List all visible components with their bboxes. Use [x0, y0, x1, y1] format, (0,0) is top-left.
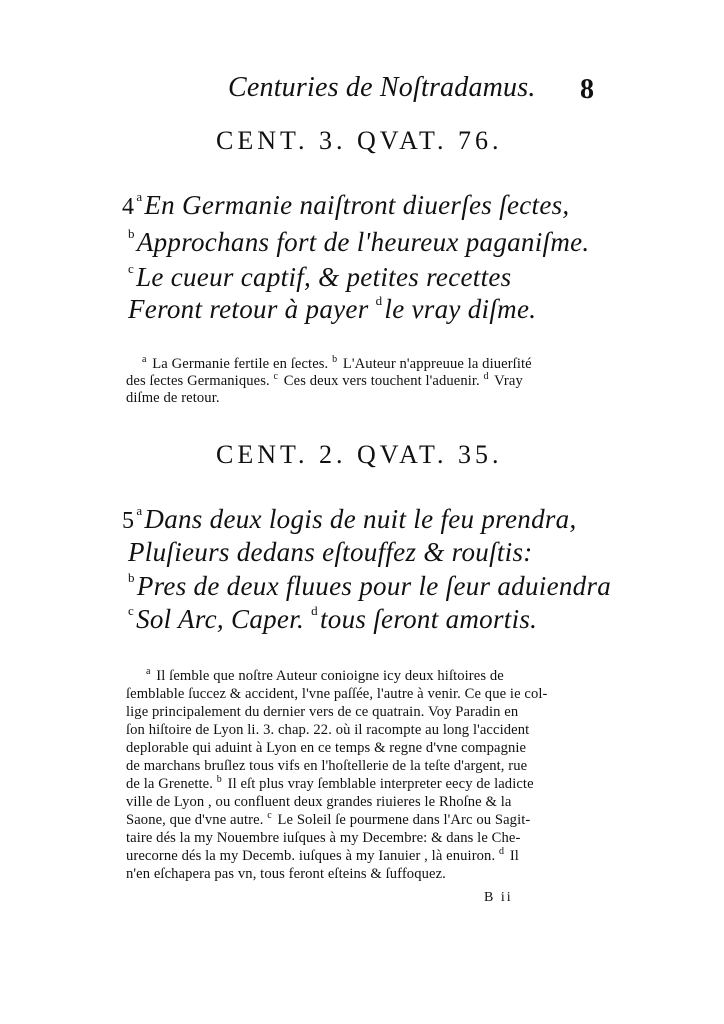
quatrain-2-note-line	[126, 740, 526, 757]
quatrain-2-note-line	[126, 848, 519, 865]
note-text: Saone, que d'vne autre.	[126, 812, 264, 828]
quatrain-2-line-4	[128, 604, 537, 635]
note-text: L'Auteur n'appreuue la diuerſité	[342, 356, 532, 372]
quatrain-1-note-line	[126, 373, 523, 390]
quatrain-2-note-line	[126, 866, 446, 883]
note-text: Il eſt plus vray ſemblable interpreter eecy de ladicte	[227, 776, 534, 792]
quatrain-2-number: 5	[122, 508, 135, 534]
signature-mark: B ii	[484, 890, 513, 905]
quatrain-1-heading: CENT. 3. QVAT. 76.	[216, 126, 503, 155]
quatrain-2-note-line	[126, 776, 534, 793]
verse-text: Feront retour à payer	[128, 294, 369, 324]
quatrain-1-line-3	[128, 262, 511, 293]
verse-text: Dans deux logis de nuit le feu prendra,	[144, 504, 577, 534]
note-text: deplorable qui aduint à Lyon en ce temps & regne d'vne compagnie	[126, 740, 527, 756]
note-mark: d	[311, 603, 318, 618]
note-mark: d	[483, 371, 489, 382]
verse-text: Pluſieurs dedans eſtouffez & rouſtis:	[128, 537, 533, 567]
note-mark: d	[498, 846, 505, 857]
note-text: urecorne dés la my Decemb. iuſques à my Ianuier , là enuiron.	[126, 848, 496, 864]
note-text: ſemblable ſuccez & accident, l'vne paſſée, l'autre à venir. Ce que ie col-	[126, 686, 548, 702]
note-mark: d	[375, 293, 383, 308]
note-text: lige principalement du dernier vers de ce quatrain. Voy Paradin en	[126, 704, 519, 720]
note-text: diſme de retour.	[126, 390, 220, 406]
note-mark: c	[128, 261, 135, 276]
quatrain-2-note-line	[146, 668, 504, 685]
quatrain-1-line-4	[128, 294, 536, 325]
note-text: taire dés la my Nouembre iuſques à my Decembre: & dans le Che-	[126, 830, 521, 846]
quatrain-2-note-line	[126, 704, 518, 721]
note-text: ſon hiſtoire de Lyon li. 3. chap. 22. où il racompte au long l'accident	[126, 722, 530, 738]
note-mark: b	[332, 354, 338, 365]
note-text: Le Soleil ſe pourmene dans l'Arc ou Sagit-	[277, 812, 531, 828]
quatrain-2-note-line	[126, 758, 527, 775]
note-mark: c	[273, 371, 279, 382]
note-text: Vray	[494, 373, 523, 389]
quatrain-2-note-line	[126, 722, 529, 739]
verse-text: Pres de deux fluues pour le ſeur aduiendra	[136, 571, 612, 601]
note-mark: c	[128, 603, 135, 618]
quatrain-2-note-line	[126, 794, 511, 811]
note-text: ville de Lyon , ou confluent deux grandes riuieres le Rhoſne & la	[126, 794, 512, 810]
quatrain-2-line-3	[128, 571, 611, 602]
running-title: Centuries de Noſtradamus.	[228, 72, 536, 103]
note-mark: a	[146, 666, 151, 677]
quatrain-1-line-2	[128, 227, 589, 258]
quatrain-1-note-line	[126, 390, 220, 407]
quatrain-1-note-line	[142, 356, 532, 373]
note-mark: a	[136, 189, 143, 204]
note-text: de la Grenette.	[126, 776, 213, 792]
verse-text: Approchans fort de l'heureux paganiſme.	[136, 227, 590, 257]
verse-text: Sol Arc, Caper.	[136, 604, 305, 634]
note-text: La Germanie fertile en ſectes.	[152, 356, 329, 372]
note-text: de marchans bruſlez tous vifs en l'hoſtellerie de la teſte d'argent, rue	[126, 758, 528, 774]
note-text: n'en eſchapera pas vn, tous feront eſteins & ſuffoquez.	[126, 866, 446, 882]
note-text: Ces deux vers touchent l'aduenir.	[283, 373, 480, 389]
note-mark: a	[136, 503, 143, 518]
quatrain-2-note-line	[126, 686, 548, 703]
note-text: Il ſemble que noſtre Auteur conioigne icy deux hiſtoires de	[156, 668, 504, 684]
note-text: des ſectes Germaniques.	[126, 373, 270, 389]
note-mark: c	[267, 810, 272, 821]
note-mark: a	[142, 354, 147, 365]
quatrain-1-number: 4	[122, 194, 135, 220]
verse-text: Le cueur captif, & petites recettes	[136, 262, 512, 292]
quatrain-2-note-line	[126, 812, 530, 829]
page-number: 8	[580, 74, 594, 105]
quatrain-1-line-1	[122, 190, 569, 221]
note-text: Il	[509, 848, 519, 864]
note-mark: b	[128, 226, 135, 241]
note-mark: b	[128, 570, 135, 585]
quatrain-2-heading: CENT. 2. QVAT. 35.	[216, 440, 503, 469]
note-mark: b	[216, 774, 222, 785]
verse-text: En Germanie naiſtront diuerſes ſectes,	[144, 190, 570, 220]
verse-text: le vray diſme.	[384, 294, 537, 324]
verse-text: tous ſeront amortis.	[319, 604, 538, 634]
quatrain-2-line-1	[122, 504, 577, 535]
quatrain-2-line-2	[128, 537, 533, 568]
quatrain-2-note-line	[126, 830, 520, 847]
